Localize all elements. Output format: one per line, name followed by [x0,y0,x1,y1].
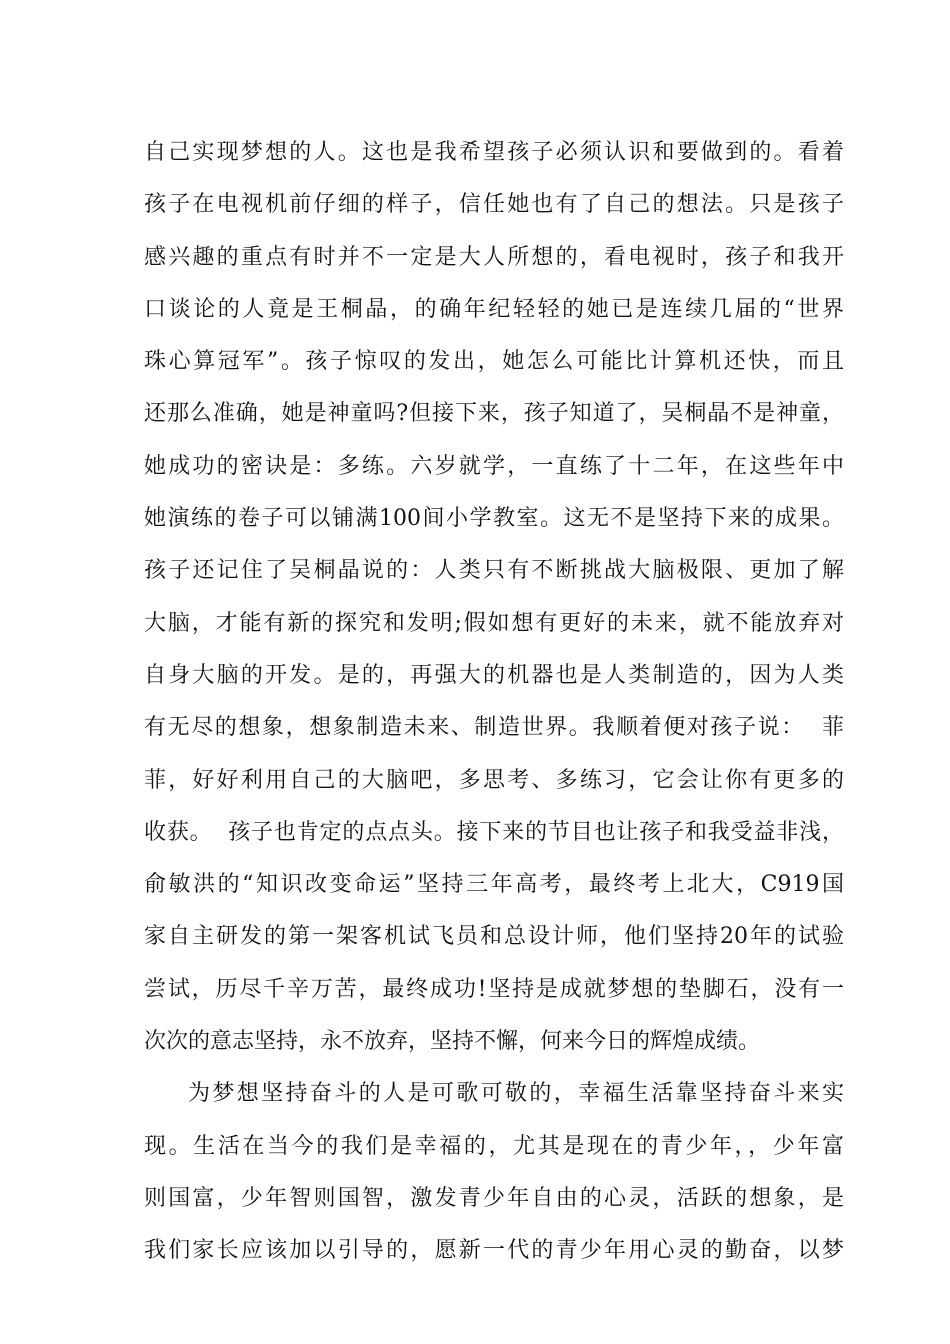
text-line: 尝试，历尽千辛万苦，最终成功!坚持是成就梦想的垫脚石，没有一 [144,976,844,1002]
text-line: 收获。 孩子也肯定的点点头。接下来的节目也让孩子和我受益非浅， [144,819,844,845]
paragraph-first-line: 为梦想坚持奋斗的人是可歌可敬的，幸福生活靠坚持奋斗来实 [188,1081,844,1107]
text-line: 孩子还记住了吴桐晶说的：人类只有不断挑战大脑极限、更加了解 [144,558,844,584]
text-line: 她演练的卷子可以铺满100间小学教室。这无不是坚持下来的成果。 [144,506,844,532]
text-line: 大脑，才能有新的探究和发明;假如想有更好的未来，就不能放弃对 [144,610,844,636]
text-line: 则国富，少年智则国智，激发青少年自由的心灵，活跃的想象，是 [144,1185,844,1211]
text-line: 还那么准确，她是神童吗?但接下来，孩子知道了，吴桐晶不是神童， [144,401,844,427]
text-line: 自己实现梦想的人。这也是我希望孩子必须认识和要做到的。看着 [144,140,844,165]
text-line: 俞敏洪的“知识改变命运”坚持三年高考，最终考上北大，C919国 [144,872,844,898]
text-line: 现。生活在当今的我们是幸福的，尤其是现在的青少年，，少年富 [144,1133,844,1159]
text-line: 家自主研发的第一架客机试飞员和总设计师，他们坚持20年的试验 [144,924,844,950]
body-text [144,131,844,1282]
text-line: 我们家长应该加以引导的，愿新一代的青少年用心灵的勤奋，以梦 [144,1238,844,1264]
text-line: 感兴趣的重点有时并不一定是大人所想的，看电视时，孩子和我开 [144,244,844,270]
text-line: 孩子在电视机前仔细的样子，信任她也有了自己的想法。只是孩子 [144,192,844,218]
text-line: 珠心算冠军”。孩子惊叹的发出，她怎么可能比计算机还快，而且 [144,349,844,375]
text-line: 口谈论的人竟是王桐晶，的确年纪轻轻的她已是连续几届的“世界 [144,296,844,322]
text-line: 自身大脑的开发。是的，再强大的机器也是人类制造的，因为人类 [144,662,844,688]
text-line: 菲，好好利用自己的大脑吧，多思考、多练习，它会让你有更多的 [144,767,844,793]
text-line: 次次的意志坚持，永不放弃，坚持不懈，何来今日的辉煌成绩。 [144,1029,761,1055]
text-line: 有无尽的想象，想象制造未来、制造世界。我顺着便对孩子说： 菲 [144,715,844,741]
text-line: 她成功的密诀是：多练。六岁就学，一直练了十二年，在这些年中 [144,453,844,479]
